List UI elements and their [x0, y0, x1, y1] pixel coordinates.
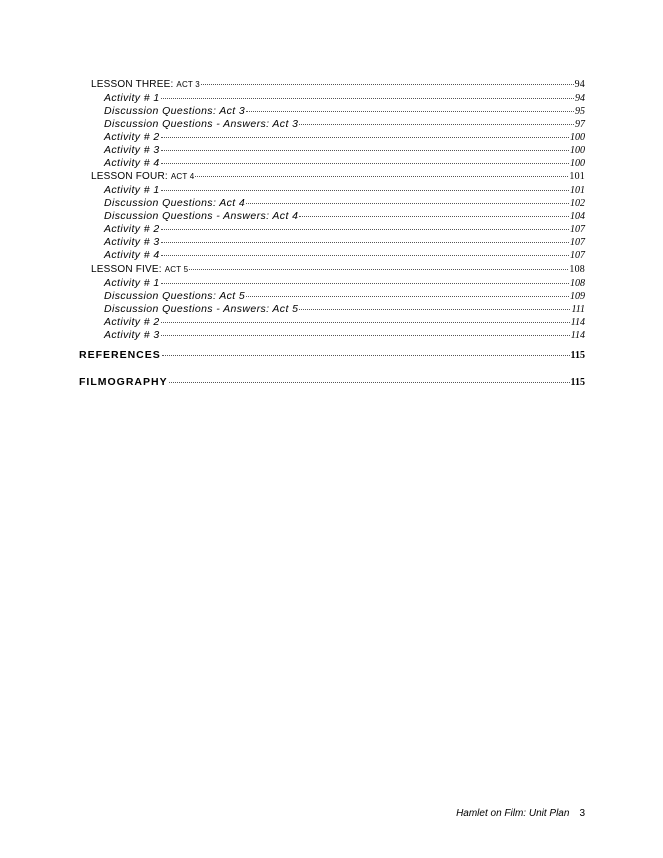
toc-entry-activity[interactable]	[104, 144, 585, 156]
toc-entry-activity[interactable]	[104, 236, 585, 248]
toc-entry-discussion-answers[interactable]	[104, 210, 585, 222]
toc-entry-page: 111	[571, 304, 585, 315]
dot-leader	[169, 382, 570, 383]
dot-leader	[189, 269, 568, 270]
toc-entry-label: Discussion Questions - Answers: Act 4	[104, 210, 299, 222]
toc-entry-page: 115	[570, 377, 585, 388]
toc-entry-page: 107	[570, 224, 585, 235]
toc-entry-page: 107	[570, 237, 585, 248]
toc-entry-page: 108	[570, 278, 585, 289]
toc-entry-page: 104	[570, 211, 585, 222]
toc-entry-label: Activity # 3	[104, 144, 160, 156]
toc-entry-page: 114	[570, 330, 585, 341]
toc-entry-page: 94	[575, 93, 585, 104]
dot-leader	[162, 355, 570, 356]
toc-entry-discussion-questions[interactable]	[104, 197, 585, 209]
toc-entry-references[interactable]	[79, 349, 585, 361]
toc-entry-page: 101	[570, 185, 585, 196]
dot-leader	[246, 203, 569, 204]
toc-entry-page: 107	[570, 250, 585, 261]
toc-entry-activity[interactable]	[104, 92, 585, 104]
toc-entry-label: LESSON FOUR: ACT 4	[91, 171, 195, 182]
dot-leader	[161, 283, 569, 284]
dot-leader	[161, 150, 569, 151]
toc-entry-page: 100	[570, 158, 585, 169]
toc-entry-label: Activity # 3	[104, 329, 160, 341]
toc-entry-page: 100	[570, 145, 585, 156]
toc-entry-label: Activity # 1	[104, 92, 160, 104]
footer-title: Hamlet on Film: Unit Plan	[456, 808, 570, 819]
page-footer	[456, 808, 585, 819]
toc-entry-activity[interactable]	[104, 277, 585, 289]
toc-entry-filmography[interactable]	[79, 376, 585, 388]
toc-entry-page: 115	[570, 350, 585, 361]
dot-leader	[161, 322, 570, 323]
toc-entry-lesson-four[interactable]	[91, 171, 585, 182]
toc-entry-page: 95	[575, 106, 585, 117]
dot-leader	[161, 137, 569, 138]
toc-entry-page: 109	[570, 291, 585, 302]
toc-entry-activity[interactable]	[104, 184, 585, 196]
toc-entry-activity[interactable]	[104, 249, 585, 261]
toc-entry-label: Activity # 2	[104, 131, 160, 143]
dot-leader	[246, 111, 574, 112]
toc-entry-discussion-answers[interactable]	[104, 303, 585, 315]
toc-entry-label: Activity # 3	[104, 236, 160, 248]
footer-page-number: 3	[579, 808, 585, 819]
toc-entry-page: 100	[570, 132, 585, 143]
toc-entry-label: LESSON FIVE: ACT 5	[91, 264, 189, 275]
dot-leader	[161, 242, 569, 243]
dot-leader	[299, 309, 570, 310]
toc-entry-activity[interactable]	[104, 131, 585, 143]
dot-leader	[161, 335, 570, 336]
toc-entry-label: Activity # 1	[104, 184, 160, 196]
toc-entry-label: Activity # 2	[104, 316, 160, 328]
dot-leader	[161, 229, 569, 230]
dot-leader	[299, 216, 569, 217]
toc-entry-label: Discussion Questions - Answers: Act 3	[104, 118, 299, 130]
toc-entry-label: Activity # 2	[104, 223, 160, 235]
toc-entry-page: 97	[575, 119, 585, 130]
toc-entry-label: Activity # 4	[104, 249, 160, 261]
toc-entry-activity[interactable]	[104, 316, 585, 328]
toc-entry-activity[interactable]	[104, 329, 585, 341]
toc-entry-activity[interactable]	[104, 223, 585, 235]
dot-leader	[195, 176, 568, 177]
toc-entry-page: 108	[569, 264, 585, 275]
toc-entry-label: Discussion Questions: Act 5	[104, 290, 246, 302]
toc-entry-discussion-questions[interactable]	[104, 105, 585, 117]
toc-entry-page: 94	[574, 79, 585, 90]
toc-entry-lesson-five[interactable]	[91, 264, 585, 275]
toc-entry-discussion-questions[interactable]	[104, 290, 585, 302]
toc-entry-lesson-three[interactable]	[91, 79, 585, 90]
dot-leader	[161, 255, 569, 256]
toc-entry-label: Discussion Questions: Act 4	[104, 197, 246, 209]
dot-leader	[246, 296, 569, 297]
toc-entry-label: Activity # 4	[104, 157, 160, 169]
toc-entry-label: REFERENCES	[79, 349, 161, 361]
toc-entry-discussion-answers[interactable]	[104, 118, 585, 130]
toc-entry-activity[interactable]	[104, 157, 585, 169]
dot-leader	[161, 98, 574, 99]
toc-entry-label: Activity # 1	[104, 277, 160, 289]
toc-entry-label: FILMOGRAPHY	[79, 376, 168, 388]
dot-leader	[299, 124, 574, 125]
toc-entry-page: 114	[570, 317, 585, 328]
toc-entry-page: 102	[570, 198, 585, 209]
toc-entry-label: Discussion Questions: Act 3	[104, 105, 246, 117]
dot-leader	[201, 84, 574, 85]
toc-entry-label: Discussion Questions - Answers: Act 5	[104, 303, 299, 315]
toc-entry-label: LESSON THREE: ACT 3	[91, 79, 200, 90]
toc-entry-page: 101	[569, 171, 585, 182]
dot-leader	[161, 190, 569, 191]
dot-leader	[161, 163, 569, 164]
